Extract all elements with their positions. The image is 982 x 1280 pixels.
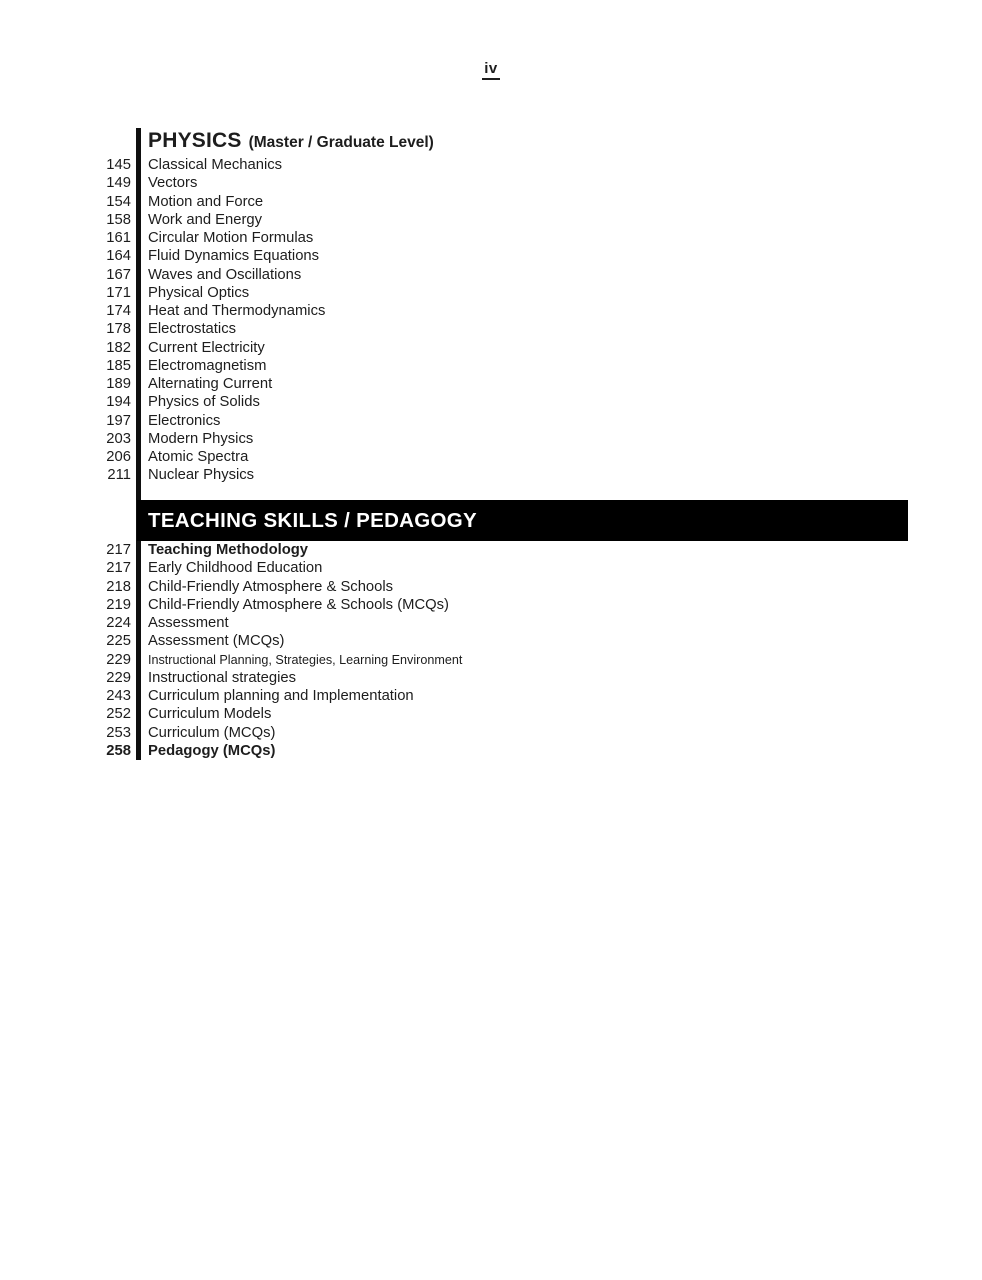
toc-page-number: 178 — [106, 321, 131, 338]
toc-entry-title: Circular Motion Formulas — [148, 230, 314, 246]
toc-page-number: 258 — [106, 742, 131, 759]
page-number-folio: iv — [482, 60, 500, 80]
toc-entry-title: Physics of Solids — [148, 394, 260, 411]
toc-page-number: 197 — [106, 412, 131, 429]
toc-row — [0, 541, 982, 559]
toc-row — [0, 211, 982, 229]
toc-row — [0, 247, 982, 265]
toc-row — [0, 742, 982, 760]
toc-entry-title: Modern Physics — [148, 430, 254, 447]
toc-row — [0, 687, 982, 705]
toc-row — [0, 632, 982, 650]
toc-row — [0, 375, 982, 393]
toc-entry-title: Electromagnetism — [148, 357, 267, 374]
section-banner-pedagogy — [137, 500, 908, 541]
toc-entry-title: Curriculum Models — [148, 706, 272, 723]
toc-page-number: 174 — [106, 303, 131, 319]
toc-row — [0, 174, 982, 192]
toc-row — [0, 412, 982, 430]
toc-row — [0, 284, 982, 302]
toc-row — [0, 339, 982, 357]
toc-page-number: 219 — [106, 596, 131, 613]
toc-entry-title: Child-Friendly Atmosphere & Schools (MCQs) — [148, 596, 449, 613]
toc-page-number: 224 — [106, 615, 131, 631]
toc-row — [0, 302, 982, 320]
toc-entry-title: Fluid Dynamics Equations — [148, 248, 320, 265]
toc-row — [0, 393, 982, 411]
toc-entry-title: Electronics — [148, 412, 221, 429]
toc-row — [0, 448, 982, 466]
physics-entry-list — [0, 156, 982, 485]
toc-page-number: 206 — [106, 449, 131, 465]
toc-row — [0, 559, 982, 577]
toc-entry-title: Classical Mechanics — [148, 157, 283, 173]
spacer — [0, 485, 982, 501]
toc-row — [0, 705, 982, 723]
toc-page-number: 225 — [106, 633, 131, 650]
toc-entry-title: Child-Friendly Atmosphere & Schools — [148, 578, 394, 595]
toc-entry-title: Atomic Spectra — [148, 449, 249, 465]
toc-row — [0, 596, 982, 614]
physics-section-title: PHYSICS — [148, 129, 242, 152]
toc-row — [0, 193, 982, 211]
toc-page-number: 171 — [106, 284, 131, 301]
toc-entry-title: Motion and Force — [148, 193, 264, 210]
toc-entry-title: Nuclear Physics — [148, 467, 255, 484]
toc-page-number: 218 — [106, 578, 131, 595]
toc-page-number: 149 — [106, 175, 131, 192]
toc-page-number: 217 — [106, 560, 131, 577]
toc-entry-title: Electrostatics — [148, 321, 236, 338]
toc-page-number: 182 — [106, 339, 131, 356]
toc-row — [0, 724, 982, 742]
toc-page-number: 203 — [106, 430, 131, 447]
toc-page-number: 189 — [106, 376, 131, 392]
toc-entry-title: Vectors — [148, 175, 198, 192]
toc-row — [0, 357, 982, 375]
toc-row — [0, 320, 982, 338]
toc-entry-title: Assessment (MCQs) — [148, 633, 285, 650]
toc-row — [0, 651, 982, 669]
toc-page-number: 161 — [106, 230, 131, 246]
section-heading-physics — [148, 128, 982, 156]
toc-row — [0, 669, 982, 687]
toc-row — [0, 578, 982, 596]
toc-page-number: 154 — [106, 193, 131, 210]
toc-page-number: 145 — [106, 157, 131, 173]
toc-row — [0, 466, 982, 484]
toc-page-number: 194 — [106, 394, 131, 411]
toc-page-number: 158 — [106, 211, 131, 228]
toc-entry-title: Assessment — [148, 615, 229, 631]
toc-entry-title: Instructional strategies — [148, 669, 297, 686]
toc-row — [0, 614, 982, 632]
toc-page-number: 164 — [106, 248, 131, 265]
toc-page-number: 211 — [107, 467, 131, 484]
toc-entry-title: Alternating Current — [148, 376, 273, 392]
toc-entry-title: Instructional Planning, Strategies, Learning Environment — [148, 652, 463, 667]
toc-row — [0, 229, 982, 247]
toc-entry-title: Heat and Thermodynamics — [148, 303, 326, 319]
pedagogy-entry-list — [0, 541, 982, 760]
toc-entry-title: Early Childhood Education — [148, 560, 323, 577]
toc-row — [0, 266, 982, 284]
toc-entry-title: Teaching Methodology — [148, 542, 309, 558]
toc-row — [0, 430, 982, 448]
toc-page-number: 252 — [106, 706, 131, 723]
toc-entry-title: Current Electricity — [148, 339, 265, 356]
toc-page-number: 229 — [106, 669, 131, 686]
physics-section-subtitle: (Master / Graduate Level) — [248, 134, 434, 151]
table-of-contents — [0, 128, 982, 760]
toc-page-number: 167 — [106, 266, 131, 283]
toc-entry-title: Physical Optics — [148, 284, 250, 301]
toc-page-number: 229 — [106, 651, 131, 668]
toc-entry-title: Work and Energy — [148, 211, 263, 228]
toc-page-number: 185 — [106, 357, 131, 374]
toc-entry-title: Curriculum planning and Implementation — [148, 688, 414, 704]
toc-entry-title: Curriculum (MCQs) — [148, 724, 276, 741]
toc-row — [0, 156, 982, 174]
pedagogy-section-title: TEACHING SKILLS / PEDAGOGY — [148, 508, 477, 532]
toc-page-number: 253 — [106, 724, 131, 741]
page-header — [0, 60, 982, 80]
toc-entry-title: Waves and Oscillations — [148, 266, 302, 283]
toc-page-number: 243 — [106, 688, 131, 704]
toc-page-number: 217 — [106, 542, 131, 558]
toc-entry-title: Pedagogy (MCQs) — [148, 742, 276, 759]
